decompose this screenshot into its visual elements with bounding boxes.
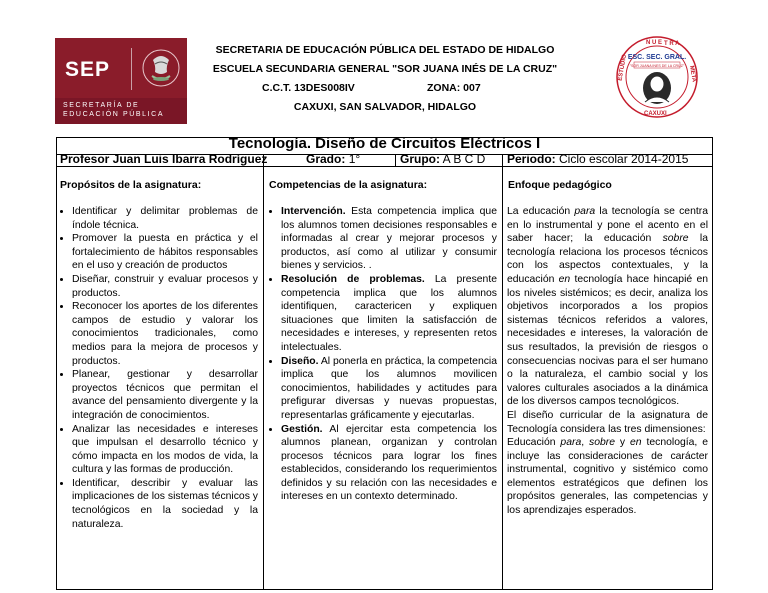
purpose-item: • Analizar las necesidades e intereses que impulsan el desarrollo técnico y cómo impacta en los modos de vida, la cultura y las formas de producción.: [72, 423, 258, 477]
group-cell: [400, 152, 485, 166]
competency-title: Intervención.: [281, 206, 346, 217]
period-value: Ciclo escolar 2014-2015: [559, 152, 689, 166]
competency-item: [281, 205, 497, 273]
sep-logo-subtitle-line2: EDUCACIÓN PÚBLICA: [63, 111, 165, 118]
svg-text:META: META: [688, 65, 697, 83]
header-location: CAXUXI, SAN SALVADOR, HIDALGO: [293, 101, 477, 113]
competency-title: Gestión.: [281, 423, 323, 435]
sep-logo-text: SEP: [65, 58, 111, 81]
sep-logo-bottom: [55, 98, 187, 124]
sep-logo: [55, 38, 187, 124]
table-border-bottom: [56, 589, 713, 590]
seal-center-text: ESC. SEC. GRAL.: [627, 54, 687, 61]
table-title: Tecnología. Diseño de Circuitos Eléctricos I: [228, 135, 541, 152]
competency-item: [281, 423, 497, 505]
purpose-item: • Identificar y delimitar problemas de índole técnica.: [72, 205, 258, 232]
competency-text: Al ponerla en práctica, la competencia implica que los alumnos movilicen conocimientos, habilidades y actitudes para prefigurar diversas y nuevas propuestas, representarlas gráficamente y ejecutarlas.: [281, 355, 498, 421]
competency-text: La presente competencia implica que los alumnos identifiquen, caractericen y expliquen situaciones que limiten la satisfacción de necesidades e intereses, y representen retos intelectuales.: [281, 273, 497, 353]
approach-paragraph-1: La educación para la tecnología se centra en lo instrumental y pone el acento en el saber hacer; la educación sobre la tecnología relaciona los procesos técnicos con los aspectos contextuales, y la educación en tecnología hace hincapié en los niveles sistémicos; es decir, analiza los objetivos incorporados a los propios sistemas técnicos referidos a valores, necesidades e intereses, la valoración de sus resultados, la previsión de riesgos o consecuencias nocivas para el ser humano o la naturaleza, el cambio social y los valores culturales asociados a la dinámica de los diversos campos tecnológicos.: [507, 206, 708, 408]
approach-text: [507, 205, 708, 518]
svg-text:ESTUDIO: ESTUDIO: [617, 53, 629, 82]
purpose-item: • Reconocer los aportes de los diferentes campos de estudio y valorar los conocimientos tradicionales, como medios para la mejora de procesos y productos.: [72, 300, 258, 368]
svg-text:N U E: N U E: [646, 40, 663, 46]
header-line1: SECRETARIA DE EDUCACIÓN PÚBLICA DEL ESTADO DE HIDALGO: [215, 44, 555, 56]
subject-table: [56, 137, 713, 590]
grade-cell: [306, 152, 360, 166]
purpose-item: • Identificar, describir y evaluar las implicaciones de los sistemas técnicos y tecnológicos en la sociedad y la naturaleza.: [72, 477, 258, 531]
table-row-divider-1: [56, 166, 713, 167]
seal-ribbon-text: "SOR JUANA INES DE LA CRUZ": [629, 64, 685, 68]
grade-value: 1°: [348, 152, 361, 166]
competency-title: Diseño.: [281, 355, 319, 367]
approach-paragraph-3: Educación para, sobre y en tecnología, e incluye las consideraciones de carácter instrumental, cognitivo y sistémico como elementos estratégicos que definen los propósitos generales, las competencias y los aprendizajes esperados.: [507, 437, 708, 517]
group-value: A B C D: [442, 152, 486, 166]
header-line2: ESCUELA SECUNDARIA GENERAL "SOR JUANA INÉS DE LA CRUZ": [212, 63, 558, 75]
period-label: Periodo:: [507, 152, 556, 166]
period-cell: [507, 152, 688, 166]
table-border-right: [712, 137, 713, 590]
svg-text:CAXUXI: CAXUXI: [644, 111, 667, 117]
competencies-header: Competencias de la asignatura:: [269, 179, 428, 191]
competency-item: [281, 273, 497, 355]
table-col-divider-1: [263, 154, 264, 590]
purpose-item: • Planear, gestionar y desarrollar proyectos técnicos que permitan el avance del pensamiento divergente y la integración de conocimientos.: [72, 368, 258, 422]
sep-logo-subtitle-line1: SECRETARÍA DE: [63, 102, 140, 109]
header-cct: C.C.T. 13DES008IV: [262, 82, 355, 94]
purposes-list: [60, 205, 258, 531]
approach-paragraph-2: El diseño curricular de la asignatura de Tecnología considera las tres dimensiones:: [507, 409, 708, 435]
group-label: Grupo:: [400, 152, 440, 166]
competency-text: Esta competencia implica que los alumnos tomen decisiones responsables e informadas al crear y mejorar procesos y productos, así como al utilizar y consumir bienes y servicios. .: [281, 206, 497, 272]
teacher-name: Profesor Juan Luis Ibarra Rodríguez: [60, 152, 268, 166]
sep-logo-subtitle: [63, 101, 164, 119]
purpose-item: • Diseñar, construir y evaluar procesos y productos.: [72, 273, 258, 300]
header-zona: ZONA: 007: [427, 82, 481, 94]
svg-text:T R A: T R A: [664, 41, 680, 47]
sep-logo-top: [55, 38, 187, 98]
competency-text: Al ejercitar esta competencia los alumnos planean, organizan y controlan procesos técnicos para lograr los fines establecidos, considerando los requerimientos definidos y su relación con las necesidades e intereses en un contexto determinado.: [281, 423, 497, 503]
table-col-divider-2: [502, 154, 503, 590]
grade-label: Grado:: [306, 152, 346, 166]
table-col-divider-grade: [395, 154, 396, 167]
school-seal-icon: [616, 36, 698, 118]
table-border-left: [56, 137, 57, 590]
competency-title: Resolución de problemas.: [281, 273, 425, 285]
approach-header: Enfoque pedagógico: [508, 179, 612, 191]
purposes-header: Propósitos de la asignatura:: [60, 179, 202, 191]
mexican-eagle-icon: [141, 46, 181, 90]
purpose-item: • Promover la puesta en práctica y el fortalecimiento de hábitos responsables en el uso y creación de productos: [72, 232, 258, 273]
sep-logo-divider: [131, 48, 132, 90]
competencies-list: [269, 205, 497, 504]
competency-item: [281, 355, 497, 423]
